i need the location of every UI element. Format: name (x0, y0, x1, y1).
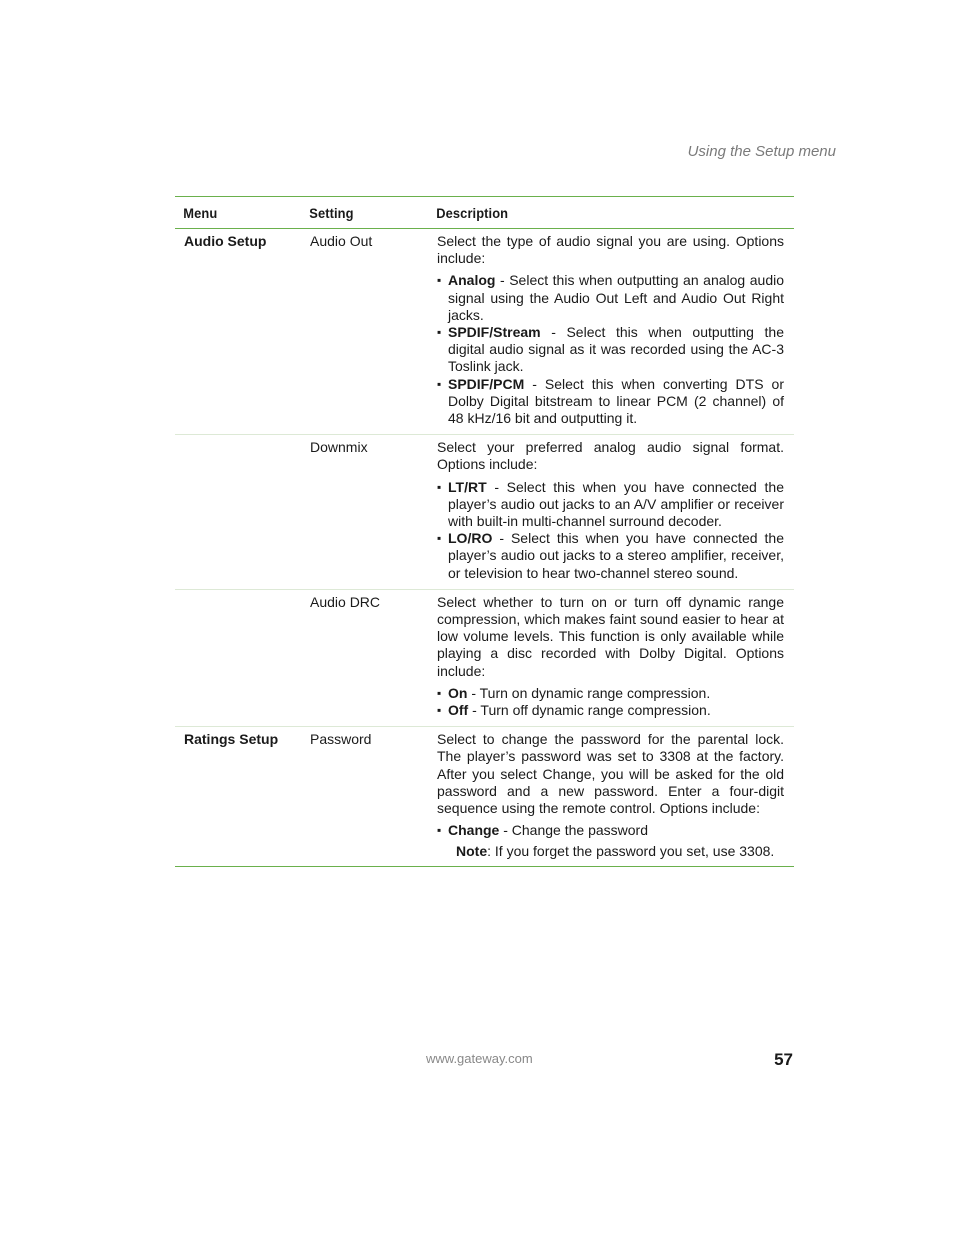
option-text: - Select this when you have connected the player’s audio out jacks to an A/V amplifier or receiver with built-in multi-channel surround decoder. (448, 478, 784, 530)
options-list (437, 272, 784, 427)
option-item (437, 530, 784, 582)
option-text: - Select this when outputting the digital audio signal as it was recorded using the AC-3 Toslink jack. (448, 324, 784, 375)
header-description: Description (436, 204, 509, 221)
option-term: LO/RO (448, 530, 493, 547)
table-header (175, 196, 794, 229)
description-cell (428, 731, 794, 859)
option-term: Analog (448, 272, 496, 289)
option-term: On (448, 684, 468, 701)
settings-table (175, 196, 794, 867)
menu-cell: Audio Setup (184, 233, 267, 249)
note-text: : If you forget the password you set, use 3308. (487, 842, 775, 859)
table-row (175, 435, 794, 590)
option-text: - Change the password (499, 822, 648, 839)
option-term: Off (448, 702, 469, 719)
option-text: - Turn off dynamic range compression. (468, 702, 711, 719)
option-item (437, 479, 784, 531)
running-head: Using the Setup menu (687, 143, 836, 160)
option-text: - Turn on dynamic range compression. (467, 684, 711, 701)
option-text: - Select this when outputting an analog audio signal using the Audio Out Left and Audio Out Right jacks. (448, 272, 784, 323)
option-text: - Select this when converting DTS or Dolby Digital bitstream to linear PCM (2 channel) of 48 kHz/16 bit and outputting it. (448, 375, 784, 427)
setting-cell: Downmix (310, 439, 368, 456)
option-term: SPDIF/PCM (448, 375, 525, 392)
header-setting: Setting (309, 204, 354, 221)
option-item (437, 324, 784, 376)
option-term: Change (448, 822, 500, 839)
description-intro: Select your preferred analog audio signal format. Options include: (437, 439, 784, 473)
options-list (437, 822, 784, 839)
description-cell (428, 439, 794, 582)
setting-cell: Audio DRC (310, 593, 381, 610)
footer-url: www.gateway.com (426, 1051, 533, 1066)
option-term: LT/RT (448, 478, 487, 495)
description-intro: Select to change the password for the parental lock. The player’s password was set to 3308 at the factory. After you select Change, you will be asked for the old password and a new password. Enter a four-digit sequence using the remote control. Options include: (437, 731, 784, 817)
description-cell (428, 594, 794, 719)
option-item (437, 822, 784, 839)
description-cell (428, 233, 794, 427)
header-menu: Menu (183, 204, 218, 221)
page-number: 57 (774, 1050, 793, 1069)
option-item (437, 685, 784, 702)
description-intro: Select the type of audio signal you are using. Options include: (437, 233, 784, 267)
table-row (175, 590, 794, 727)
option-text: - Select this when you have connected the player’s audio out jacks to a stereo amplifier, receiver, or television to hear two-channel stereo sound. (448, 530, 784, 581)
setting-cell: Audio Out (310, 233, 373, 249)
option-item (437, 272, 784, 324)
option-term: SPDIF/Stream (448, 324, 541, 341)
note (437, 843, 784, 860)
options-list (437, 479, 784, 582)
table-row (175, 727, 794, 866)
option-item (437, 702, 784, 719)
option-item (437, 376, 784, 428)
menu-cell (175, 439, 301, 582)
options-list (437, 685, 784, 719)
table-row (175, 229, 794, 435)
description-intro: Select whether to turn on or turn off dynamic range compression, which makes faint sound easier to hear at low volume levels. This function is only available while playing a disc recorded with Dolby Digital. Options include: (437, 593, 784, 679)
menu-cell: Ratings Setup (184, 731, 279, 748)
note-label: Note (456, 842, 488, 859)
menu-cell (175, 594, 301, 719)
setting-cell: Password (310, 731, 372, 748)
